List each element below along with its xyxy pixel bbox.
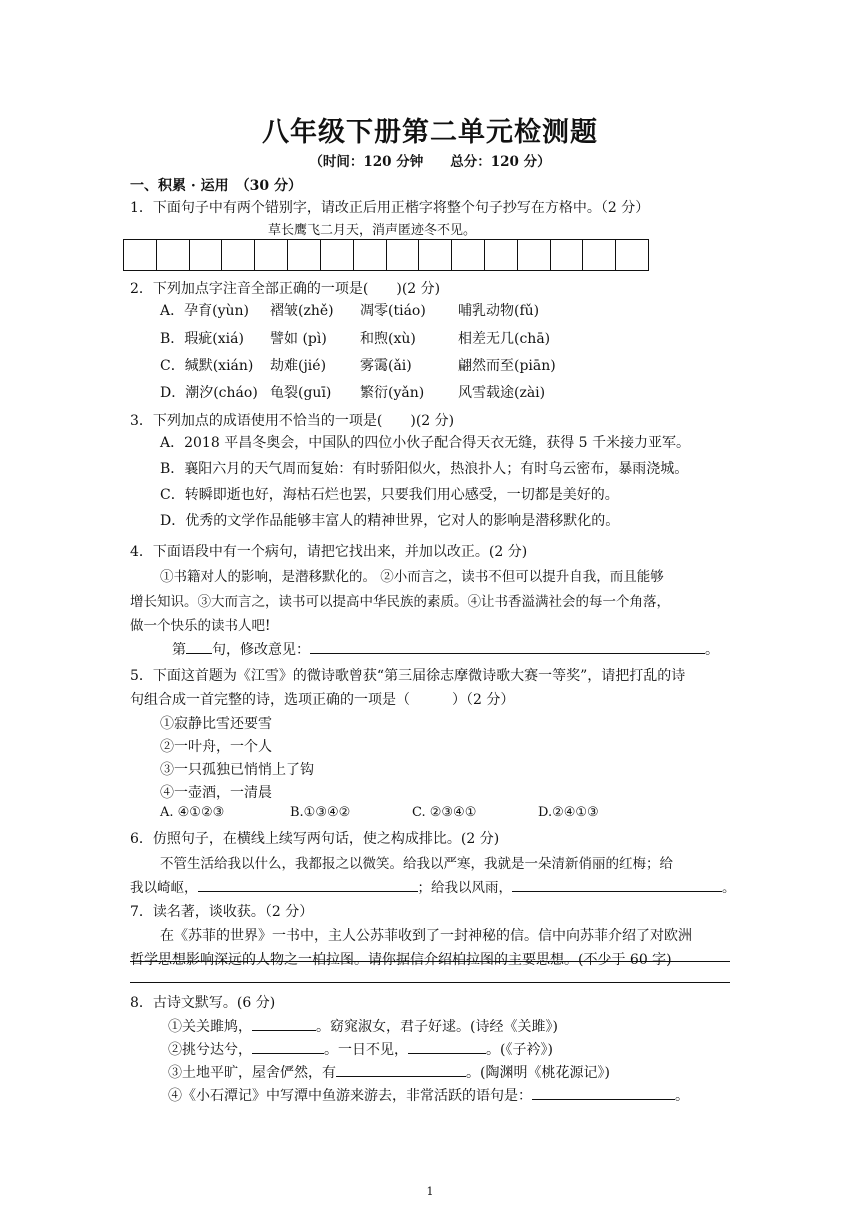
question-2-stem: 2．下列加点字注音全部正确的一项是( )(2 分) [130,281,441,297]
writing-grid[interactable] [123,239,649,271]
grid-cell[interactable] [387,239,420,271]
recitation-line-4 [168,1085,689,1105]
question-5-option-c: C. ②③④① [412,805,477,820]
page-number: 1 [426,1185,434,1198]
question-5-option-b: B.①③④② [290,805,351,820]
grid-cell[interactable] [551,239,584,271]
grid-cell[interactable] [419,239,452,271]
prompt-text: 。(《子衿》) [486,1042,553,1058]
grid-cell[interactable] [157,239,190,271]
poem-line: ②一叶舟，一个人 [160,739,272,755]
question-8-stem: 8．古诗文默写。(6 分) [130,995,276,1011]
answer-line[interactable] [130,961,730,962]
recitation-line-3 [168,1062,610,1082]
parallel-sentence-blank-1[interactable] [198,877,418,892]
grid-cell[interactable] [452,239,485,271]
grid-cell[interactable] [321,239,354,271]
question-7-stem: 7．读名著，谈收获。（2 分） [130,904,314,920]
grid-cell[interactable] [288,239,321,271]
question-6-example: 不管生活给我以什么，我都报之以微笑。给我以严寒，我就是一朵清新俏丽的红梅；给 [160,856,673,872]
grid-cell[interactable] [222,239,255,271]
question-5-option-a: A. ④①②③ [160,805,225,820]
question-7-text: 哲学思想影响深远的人物之一柏拉图。请你据信介绍柏拉图的主要思想。(不少于 60 字) [130,952,672,968]
prompt-text: ①关关雎鸠， [168,1019,252,1035]
prompt-text: 。窈窕淑女，君子好逑。(诗经《关雎》) [316,1019,558,1035]
question-3-option-c: C．转瞬即逝也好，海枯石烂也罢，只要我们用心感受，一切都是美好的。 [160,487,619,503]
question-2-option-item: 翩然而至(piān) [458,358,556,374]
section-heading: 一、积累 · 运用 （30 分） [130,178,302,194]
question-6-answer-row [130,876,736,896]
answer-line[interactable] [130,982,730,983]
question-2-option-item: 龟裂(guī) [270,385,332,401]
question-2-option-item: A．孕育(yùn) [160,303,249,319]
question-7-text: 在《苏菲的世界》一书中，主人公苏菲收到了一封神秘的信。信中向苏菲介绍了对欧洲 [160,928,692,944]
prompt-text: 。 [675,1088,689,1104]
poem-line: ①寂静比雪还要雪 [160,716,272,732]
question-2-option-item: C．缄默(xián) [160,358,254,374]
question-2-option-item: 哺乳动物(fǔ) [458,303,540,319]
exam-subtitle: （时间：120 分钟 总分：120 分） [309,154,551,170]
parallel-sentence-blank-2[interactable] [512,877,722,892]
question-6-stem: 6．仿照句子，在横线上续写两句话，使之构成排比。(2 分) [130,831,500,847]
grid-cell[interactable] [255,239,288,271]
prompt-text: 。(陶渊明《桃花源记》) [466,1065,610,1081]
grid-cell[interactable] [354,239,387,271]
question-2-option-item: 和煦(xù) [360,331,416,347]
answer-label: 句，修改意见： [212,642,310,658]
recitation-blank[interactable] [532,1085,675,1100]
question-1-stem: 1．下面句子中有两个错别字，请改正后用正楷字将整个句子抄写在方格中。（2 分） [130,200,650,216]
question-3-stem: 3．下列加点的成语使用不恰当的一项是( )(2 分) [130,413,455,429]
question-2-option-item: 褶皱(zhě) [270,303,334,319]
answer-end: 。 [705,642,719,658]
recitation-blank[interactable] [336,1062,466,1077]
recitation-line-1 [168,1016,558,1036]
question-4-paragraph-line: ①书籍对人的影响，是潜移默化的。 ②小而言之，读书不但可以提升自我，而且能够 [160,569,664,585]
revision-blank[interactable] [310,639,705,654]
question-2-option-item: 相差无几(chā) [458,331,551,347]
grid-cell[interactable] [485,239,518,271]
question-2-option-item: 譬如 (pì) [270,331,327,347]
question-2-option-item: 凋零(tiáo) [360,303,426,319]
question-2-option-item: 繁衍(yǎn) [360,385,425,401]
prompt-text: 。一日不见， [324,1042,408,1058]
question-5-option-d: D.②④①③ [538,805,599,820]
prompt-text: ④《小石潭记》中写潭中鱼游来游去，非常活跃的语句是： [168,1088,532,1104]
prompt-text: ；给我以风雨， [417,880,512,896]
prompt-text: ②挑兮达兮， [168,1042,252,1058]
grid-cell[interactable] [583,239,616,271]
question-2-option-item: D．潮汐(cháo) [160,385,258,401]
question-5-stem-line: 句组合成一首完整的诗，选项正确的一项是（ ）（2 分） [130,692,515,708]
answer-prefix: 第 [172,642,186,658]
grid-cell[interactable] [124,239,157,271]
question-2-option-item: 劫难(jié) [270,358,327,374]
question-4-answer-row [172,639,719,659]
recitation-blank[interactable] [408,1039,486,1054]
question-5-stem: 5．下面这首题为《江雪》的微诗歌曾获“第三届徐志摩微诗歌大赛一等奖”，请把打乱的诗 [130,668,686,684]
recitation-blank[interactable] [252,1016,316,1031]
page-title: 八年级下册第二单元检测题 [262,117,598,148]
poem-line: ④一壶酒，一清晨 [160,785,272,801]
grid-cell[interactable] [518,239,551,271]
question-3-option-b: B．襄阳六月的天气周而复始：有时骄阳似火，热浪扑人；有时乌云密布，暴雨浇城。 [160,461,689,477]
question-3-option-a: A．2018 平昌冬奥会，中国队的四位小伙子配合得天衣无缝，获得 5 千米接力亚军。 [160,435,690,451]
prompt-text: 我以崎岖， [130,880,198,896]
recitation-blank[interactable] [252,1039,324,1054]
prompt-text: ③土地平旷，屋舍俨然，有 [168,1065,336,1081]
question-4-paragraph-line: 增长知识。③大而言之，读书可以提高中华民族的素质。④让书香溢满社会的每一个角落， [130,594,670,610]
grid-cell[interactable] [616,239,649,271]
question-2-option-item: 风雪载途(zài) [458,385,546,401]
poem-line: ③一只孤独已悄悄上了钩 [160,762,314,778]
grid-cell[interactable] [190,239,223,271]
sentence-number-blank[interactable] [186,639,212,654]
question-2-option-item: 雾霭(ǎi) [360,358,412,374]
question-4-stem: 4．下面语段中有一个病句，请把它找出来，并加以改正。(2 分) [130,544,528,560]
question-1-sentence: 草长鹰飞二月天，消声匿迹冬不见。 [268,223,477,238]
question-3-option-d: D．优秀的文学作品能够丰富人的精神世界，它对人的影响是潜移默化的。 [160,513,620,529]
question-4-paragraph-line: 做一个快乐的读书人吧! [130,618,271,634]
recitation-line-2 [168,1039,553,1059]
prompt-text: 。 [722,880,736,896]
question-2-option-item: B．瑕疵(xiá) [160,331,244,347]
